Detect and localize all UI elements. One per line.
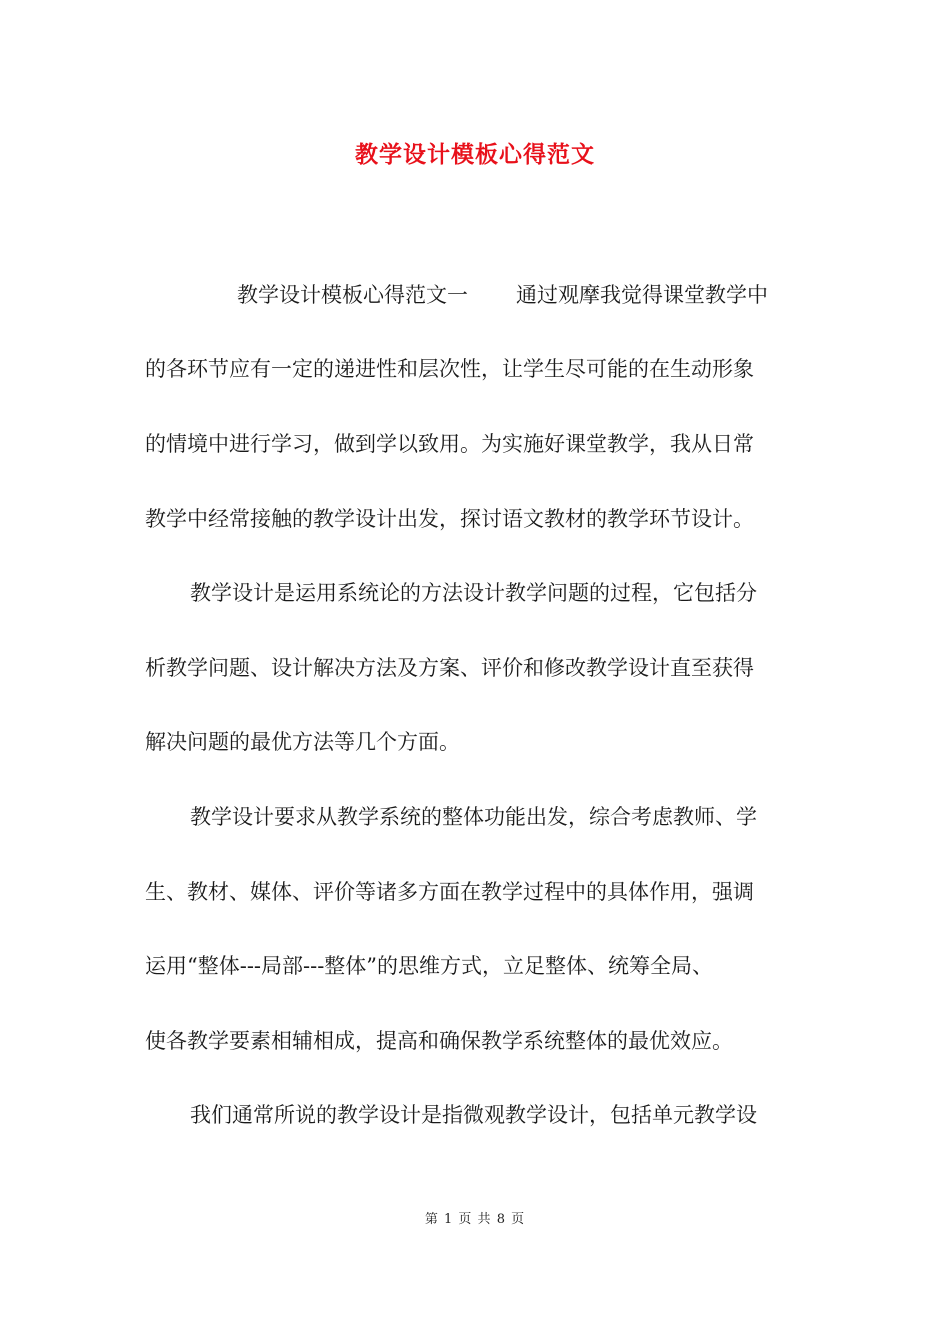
text-line: 使各教学要素相辅相成，提高和确保教学系统整体的最优效应。	[145, 1029, 733, 1053]
text-line: 教学设计要求从教学系统的整体功能出发，综合考虑教师、学	[190, 805, 757, 829]
page-number: 第 1 页 共 8 页	[424, 1212, 526, 1227]
text-line: 教学设计是运用系统论的方法设计教学问题的过程，它包括分	[190, 581, 757, 605]
text-line: 的情境中进行学习，做到学以致用。为实施好课堂教学，我从日常	[145, 432, 754, 456]
text-line: 析教学问题、设计解决方法及方案、评价和修改教学设计直至获得	[145, 656, 754, 680]
text-line: 我们通常所说的教学设计是指微观教学设计，包括单元教学设	[190, 1103, 757, 1127]
section-heading: 教学设计模板心得范文一	[237, 283, 468, 307]
text-line: 运用“整体---局部---整体”的思维方式，立足整体、统筹全局、	[145, 954, 714, 978]
document-title: 教学设计模板心得范文	[355, 141, 595, 168]
paragraph-text: 通过观摩我觉得课堂教学中	[516, 283, 768, 307]
text-line: 生、教材、媒体、评价等诸多方面在教学过程中的具体作用，强调	[145, 880, 754, 904]
text-line	[237, 281, 768, 309]
text-line: 的各环节应有一定的递进性和层次性，让学生尽可能的在生动形象	[145, 357, 754, 381]
text-line: 教学中经常接触的教学设计出发，探讨语文教材的教学环节设计。	[145, 507, 754, 531]
text-line: 解决问题的最优方法等几个方面。	[145, 730, 460, 754]
